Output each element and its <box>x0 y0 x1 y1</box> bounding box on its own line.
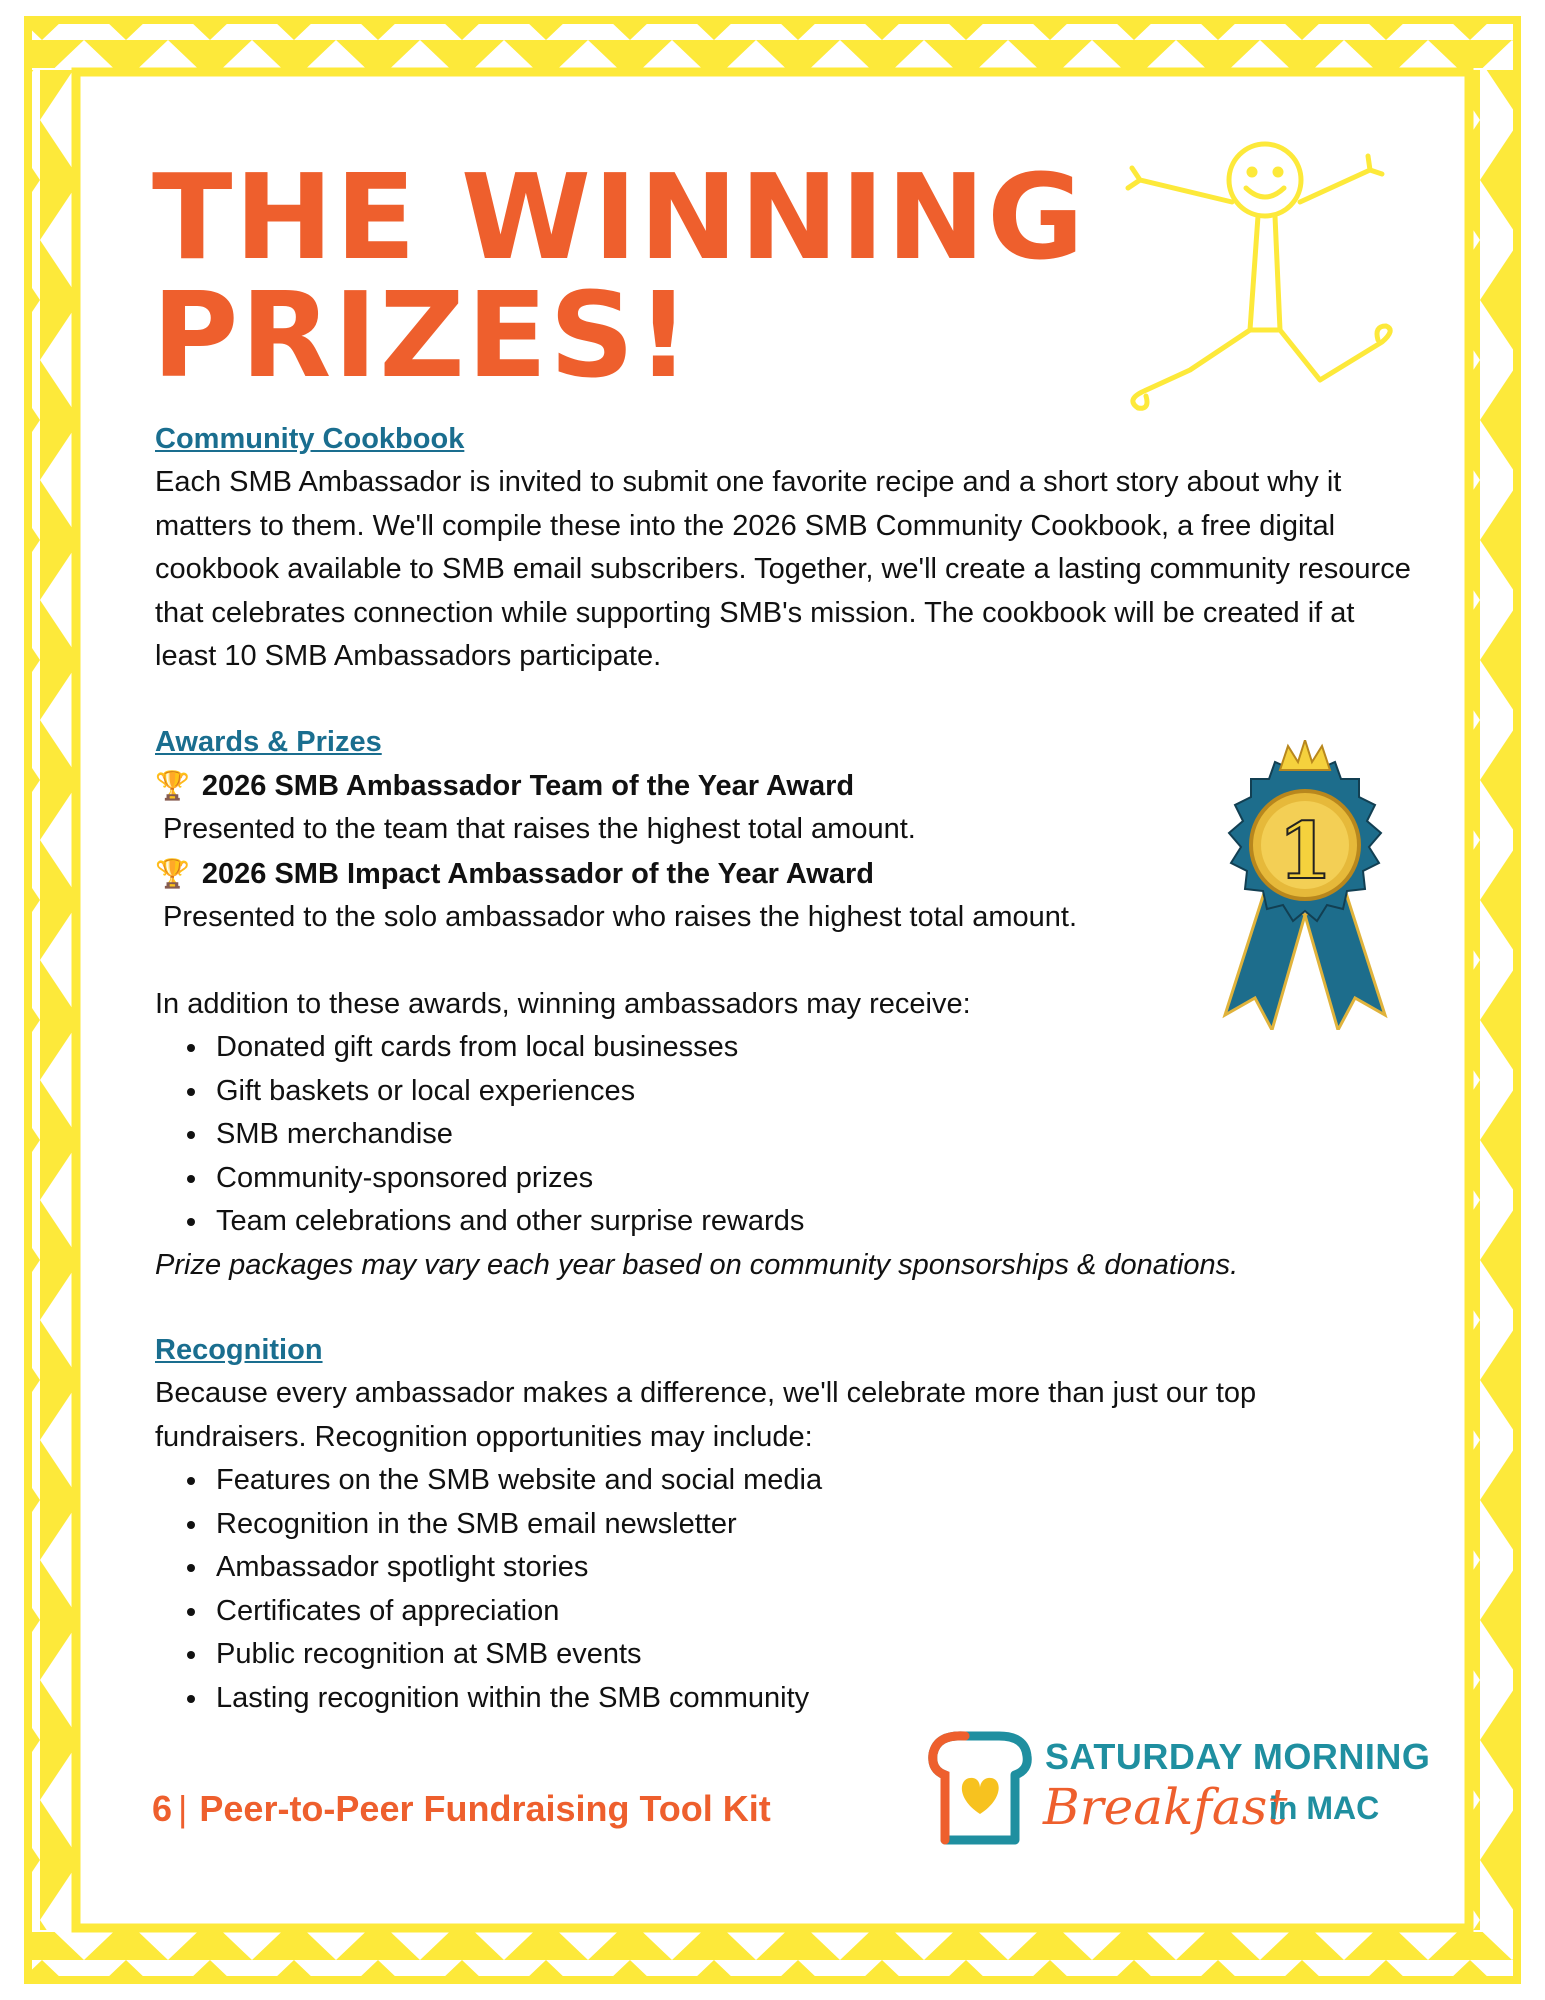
first-place-ribbon-icon <box>1210 740 1400 1030</box>
title-line-2: PRIZES! <box>152 266 693 404</box>
stick-figure-icon <box>1120 130 1420 430</box>
page-number: 6 <box>152 1788 173 1829</box>
impact-award-desc: Presented to the solo ambassador who raises the highest total amount. <box>163 901 1078 933</box>
logo-line-1: SATURDAY MORNING <box>1045 1736 1431 1777</box>
recognition-body: Because every ambassador makes a difference, we'll celebrate more than just our top fundraisers. Recognition opportunities may include: <box>155 1377 1257 1453</box>
list-item: • Lasting recognition within the SMB community <box>210 1677 1415 1721</box>
list-item: • SMB merchandise <box>210 1113 1415 1157</box>
page-footer <box>152 1785 771 1833</box>
recognition-list <box>155 1459 1415 1720</box>
page-title <box>152 148 1087 404</box>
recognition-heading: Recognition <box>155 1334 323 1366</box>
list-item: • Certificates of appreciation <box>210 1590 1415 1634</box>
awards-intro: In addition to these awards, winning ambassadors may receive: <box>155 987 971 1020</box>
list-item: • Features on the SMB website and social media <box>210 1459 1415 1503</box>
list-item: • Team celebrations and other surprise rewards <box>210 1200 1415 1244</box>
main-content <box>155 418 1415 1720</box>
smb-logo <box>925 1730 1431 1850</box>
list-item: • Donated gift cards from local businesses <box>210 1026 1415 1070</box>
awards-heading: Awards & Prizes <box>155 725 382 758</box>
team-award-label: 2026 SMB Ambassador Team of the Year Award <box>201 769 855 802</box>
toast-heart-logo-icon <box>925 1730 1035 1850</box>
trophy-icon: 🏆 <box>155 769 190 801</box>
list-item: • Public recognition at SMB events <box>210 1633 1415 1677</box>
list-item: • Gift baskets or local experiences <box>210 1070 1415 1114</box>
crown-icon <box>1280 740 1330 770</box>
team-award-desc: Presented to the team that raises the highest total amount. <box>163 813 916 845</box>
list-item: • Community-sponsored prizes <box>210 1157 1415 1201</box>
list-item: • Ambassador spotlight stories <box>210 1546 1415 1590</box>
title-line-1: THE WINNING <box>152 148 1087 286</box>
footer-doc-title: Peer-to-Peer Fundraising Tool Kit <box>199 1788 771 1829</box>
prize-note: Prize packages may vary each year based on community sponsorships & donations. <box>155 1248 1239 1281</box>
list-item: • Recognition in the SMB email newsletter <box>210 1503 1415 1547</box>
logo-line-2: Breakfast <box>1043 1778 1288 1836</box>
impact-award-label: 2026 SMB Impact Ambassador of the Year Award <box>201 857 874 890</box>
ribbon-number: 1 <box>1277 806 1333 897</box>
trophy-icon: 🏆 <box>155 857 190 889</box>
footer-separator: | <box>178 1788 188 1829</box>
logo-line-3: in MAC <box>1269 1790 1380 1826</box>
prize-list <box>155 1026 1415 1244</box>
cookbook-body: Each SMB Ambassador is invited to submit one favorite recipe and a short story about why it matters to them. We'll compile these into the 2026 SMB Community Cookbook, a free digital cookbook available to SMB email subscribers. Together, we'll create a lasting community resource that celebrates connection while supporting SMB's mission. The cookbook will be created if at least 10 SMB Ambassadors participate. <box>155 466 1411 672</box>
cookbook-heading: Community Cookbook <box>155 423 465 455</box>
